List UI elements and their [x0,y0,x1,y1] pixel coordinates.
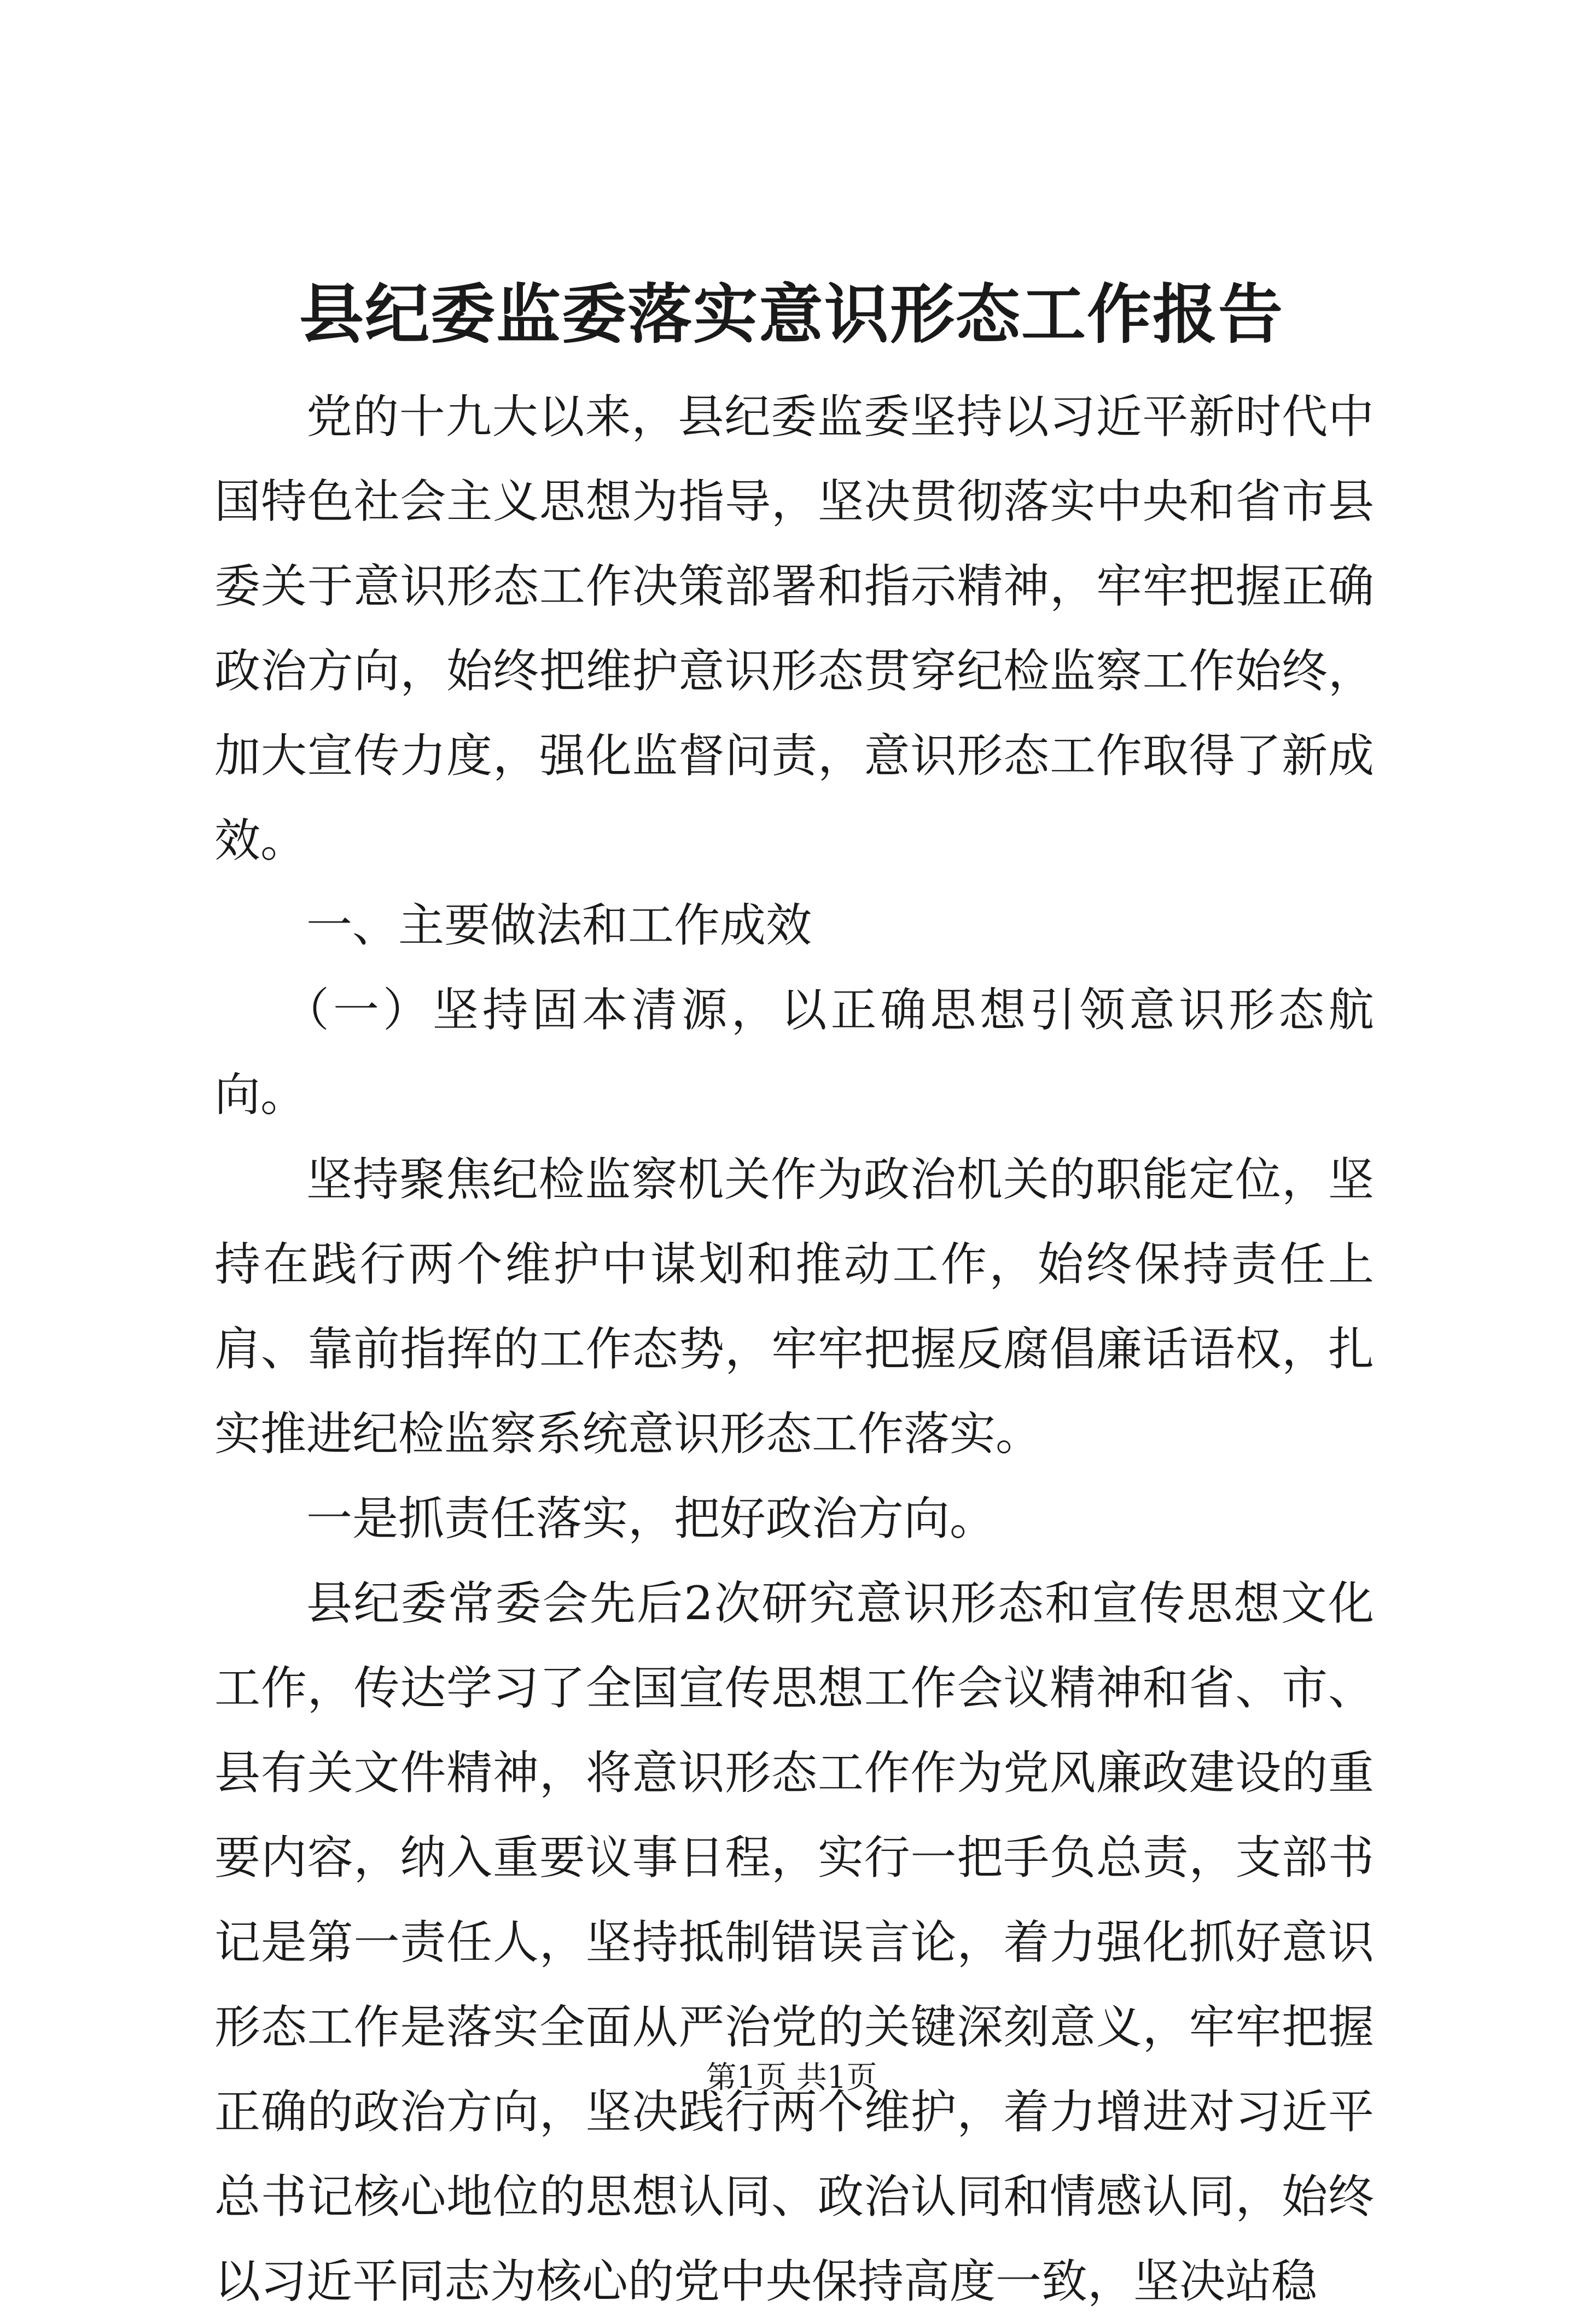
point-heading: 一是抓责任落实，把好政治方向。 [306,1492,996,1545]
document-title: 县纪委监委落实意识形态工作报告 [299,276,1284,352]
subsection-heading: （一）坚持固本清源，以正确思想引领意识形态航向。 [214,983,1374,1122]
paragraph-intro: 党的十九大以来，县纪委监委坚持以习近平新时代中国特色社会主义思想为指导，坚决贯彻落实中央和省市县委关于意识形态工作决策部署和指示精神，牢牢把握正确政治方向，始终把维护意识形态贯穿纪检监察工作始终，加大宣传力度，强化监督问责，意识形态工作取得了新成效。 [214,390,1374,867]
document-body [214,375,1374,2324]
paragraph-body: 坚持聚焦纪检监察机关作为政治机关的职能定位，坚持在践行两个维护中谋划和推动工作，始终保持责任上肩、靠前指挥的工作态势，牢牢把握反腐倡廉话语权，扎实推进纪检监察系统意识形态工作落实。 [214,1153,1374,1461]
section-heading: 一、主要做法和工作成效 [306,898,812,952]
paragraph-body: 县纪委常委会先后2次研究意识形态和宣传思想文化工作，传达学习了全国宣传思想工作会议精神和省、市、县有关文件精神，将意识形态工作作为党风廉政建设的重要内容，纳入重要议事日程，实行一把手负总责，支部书记是第一责任人，坚持抵制错误言论，着力强化抓好意识形态工作是落实全面从严治党的关键深刻意义，牢牢把握正确的政治方向，坚决践行两个维护，着力增进对习近平总书记核心地位的思想认同、政治认同和情感认同，始终以习近平同志为核心的党中央保持高度一致，坚决站稳 [214,1576,1374,2308]
page-number: 第1页 共1页 [706,2060,877,2095]
